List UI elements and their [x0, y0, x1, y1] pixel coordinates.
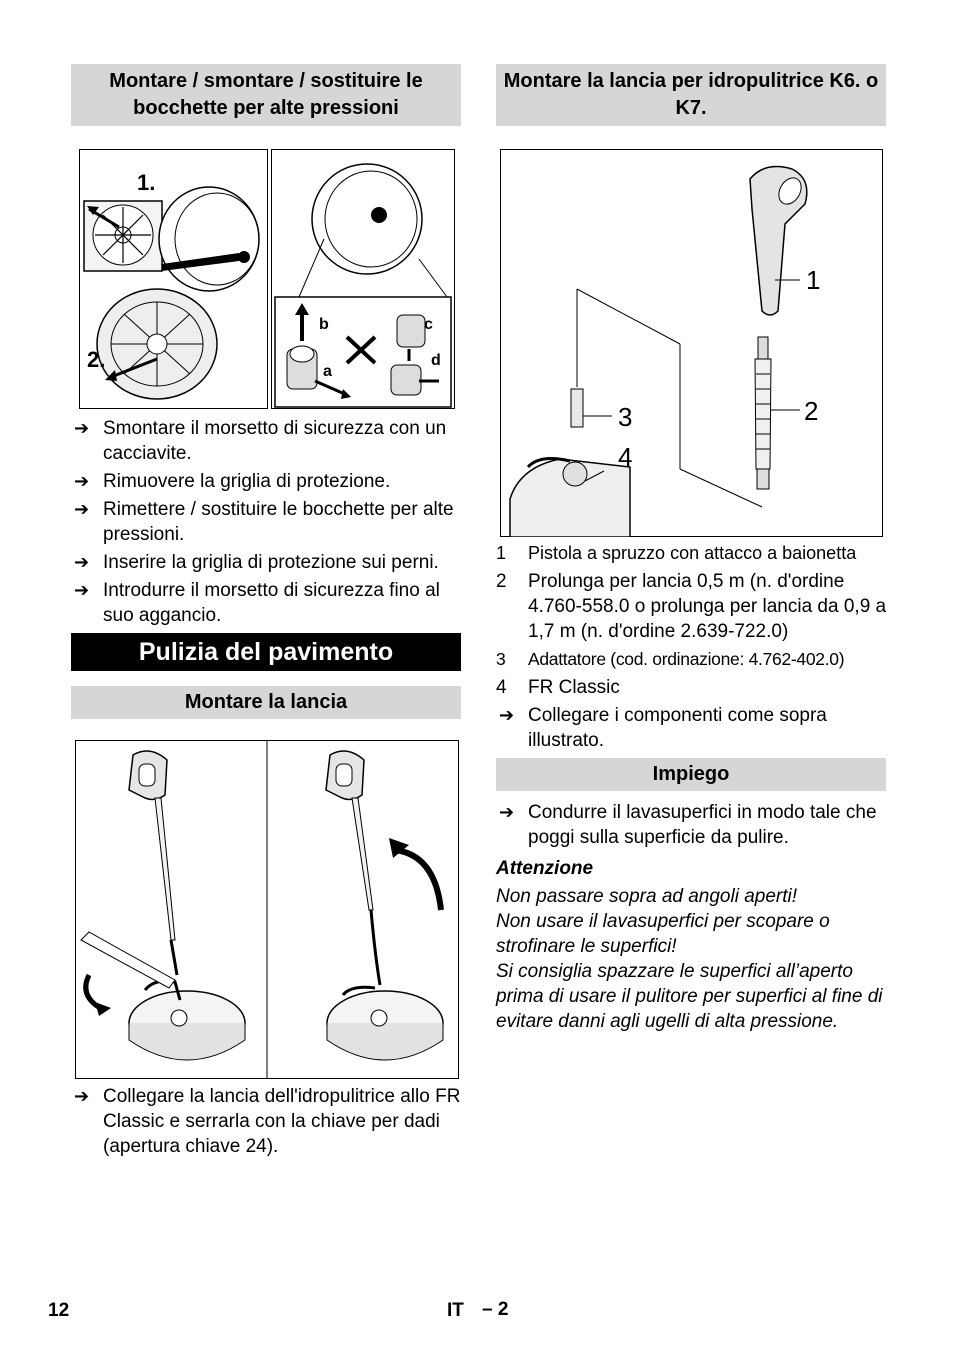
figure-nozzle-replacement — [79, 149, 455, 410]
list-item: ➔ Condurre il lavasuperfici in modo tale che poggi sulla superficie da pulire. — [499, 802, 877, 848]
label-b: b — [319, 316, 329, 333]
steps-usage — [496, 800, 888, 853]
figure-mount-lance — [75, 740, 459, 1079]
step-2-label: 2. — [87, 347, 106, 372]
arrow-right-icon: ➔ — [74, 499, 90, 520]
list-item: ➔ Smontare il morsetto di sicurezza con un cacciavite. — [74, 418, 447, 464]
section-title-nozzles: Montare / smontare / sostituire le bocchette per alte pressioni — [71, 64, 461, 126]
section-title-k6-k7: Montare la lancia per idropulitrice K6. o K7. — [496, 64, 886, 126]
arrow-right-icon: ➔ — [74, 471, 90, 492]
list-item: 2 Prolunga per lancia 0,5 m (n. d'ordine 4.760-558.0 o prolunga per lancia da 0,9 a 1,7 m (n. d'ordine 2.639-722.0) — [496, 571, 887, 642]
list-item: 3 Adattatore (cod. ordinazione: 4.762-402.0) — [496, 649, 845, 669]
step-1-label: 1. — [137, 170, 156, 195]
callout-1: 1 — [806, 265, 821, 295]
chapter-title: Pulizia del pavimento — [71, 633, 461, 671]
footer-lang: IT — [447, 1300, 464, 1321]
nozzle-illustration — [79, 149, 455, 410]
list-item: 4 FR Classic — [496, 677, 620, 698]
parts-illustration — [500, 149, 883, 537]
figure-parts — [500, 149, 883, 537]
callout-2: 2 — [804, 396, 819, 426]
arrow-right-icon: ➔ — [74, 580, 90, 601]
steps-lance — [71, 1084, 463, 1162]
section-title-lance: Montare la lancia — [71, 686, 461, 719]
parts-list — [496, 541, 888, 756]
label-c: c — [424, 316, 433, 333]
list-item: ➔ Introdurre il morsetto di sicurezza fino al suo aggancio. — [74, 580, 440, 626]
arrow-right-icon: ➔ — [499, 802, 515, 823]
list-item: ➔ Collegare i componenti come sopra illustrato. — [499, 705, 827, 751]
attention-title: Attenzione — [496, 858, 594, 879]
list-item: ➔ Rimettere / sostituire le bocchette per alte pressioni. — [74, 499, 454, 545]
attention-text: Non passare sopra ad angoli aperti! Non usare il lavasuperfici per scopare o strofinare le superfici! Si consiglia spazzare le superfici all’aperto prima di usare il pulitore per superfici al fine di evitare danni agli ugelli di alta pressione. — [496, 886, 883, 1032]
list-item: ➔ Collegare la lancia dell'idropulitrice allo FR Classic e serrarla con la chiave per dadi (apertura chiave 24). — [74, 1086, 461, 1157]
arrow-right-icon: ➔ — [74, 1086, 90, 1107]
page-number: 12 — [48, 1300, 70, 1321]
arrow-right-icon: ➔ — [74, 552, 90, 573]
footer-subpage: – 2 — [482, 1299, 509, 1320]
label-a: a — [323, 363, 332, 380]
label-d: d — [431, 352, 441, 369]
list-item: 1 Pistola a spruzzo con attacco a baionetta — [496, 543, 857, 563]
lance-illustration — [75, 740, 459, 1079]
list-item: ➔ Rimuovere la griglia di protezione. — [74, 471, 391, 492]
callout-4: 4 — [618, 442, 633, 472]
callout-3: 3 — [618, 402, 633, 432]
arrow-right-icon: ➔ — [499, 705, 515, 726]
section-title-usage: Impiego — [496, 758, 886, 791]
steps-nozzles — [71, 416, 463, 631]
list-item: ➔ Inserire la griglia di protezione sui perni. — [74, 552, 439, 573]
arrow-right-icon: ➔ — [74, 418, 90, 439]
